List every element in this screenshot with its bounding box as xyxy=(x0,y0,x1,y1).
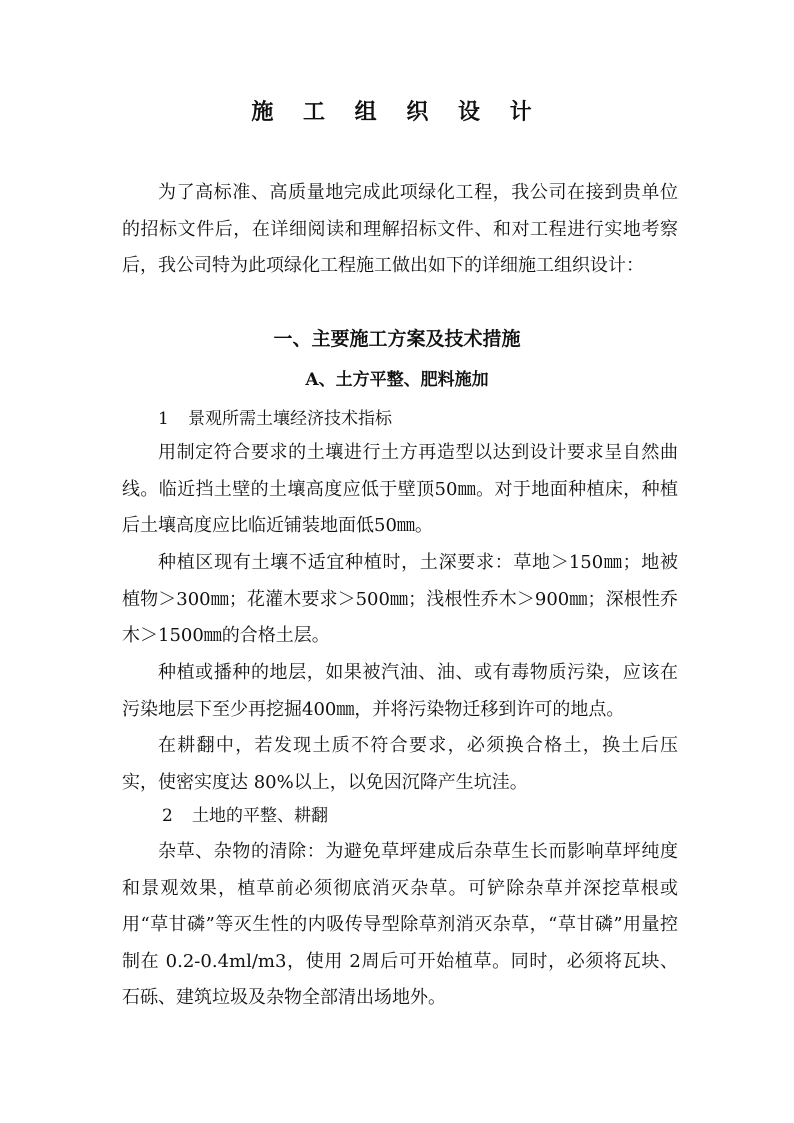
item-1-number: 1 xyxy=(158,409,169,429)
intro-paragraph: 为了高标准、高质量地完成此项绿化工程，我公司在接到贵单位的招标文件后，在详细阅读和理解招标文件、和对工程进行实地考察后，我公司特为此项绿化工程施工做出如下的详细施工组织设计： xyxy=(122,182,678,276)
item-1-paragraph-3: 种植或播种的地层，如果被汽油、油、或有毒物质污染，应该在污染地层下至少再挖掘400㎜，并将污染物迁移到许可的地点。 xyxy=(122,662,678,720)
section-1-heading: 一、主要施工方案及技术措施 xyxy=(273,328,521,350)
item-1-paragraph-4: 在耕翻中，若发现土质不符合要求，必须换合格土，换土后压实，使密实度达 80%以上，以免因沉降产生坑洼。 xyxy=(122,735,678,793)
item-1-heading xyxy=(158,404,392,434)
item-1-paragraph-1: 用制定符合要求的土壤进行土方再造型以达到设计要求呈自然曲线。临近挡土壁的土壤高度应低于壁顶50㎜。对于地面种植床，种植后土壤高度应比临近铺装地面低50㎜。 xyxy=(122,442,678,536)
item-2-paragraph-1: 杂草、杂物的清除：为避免草坪建成后杂草生长而影响草坪纯度和景观效果，植草前必须彻底消灭杂草。可铲除杂草并深挖草根或用“草甘磷”等灭生性的内吸传导型除草剂消灭杂草，“草甘磷”用量控制在 0.2-0.4ml/m3，使用 2周后可开始植草。同时，必须将瓦块、石砾、建筑垃圾及杂物全部清出场地外。 xyxy=(122,841,678,1008)
item-1-title: 景观所需土壤经济技术指标 xyxy=(188,409,392,429)
subsection-a-heading: A、土方平整、肥料施加 xyxy=(305,370,489,390)
document-title: 施 工 组 织 设 计 xyxy=(251,99,543,125)
item-2-number: 2 xyxy=(162,806,173,826)
item-1-paragraph-2: 种植区现有土壤不适宜种植时，土深要求：草地＞150㎜；地被植物＞300㎜；花灌木要求＞500㎜；浅根性乔木＞900㎜；深根性乔木＞1500㎜的合格土层。 xyxy=(122,552,678,646)
item-2-heading xyxy=(162,801,328,831)
item-2-title: 土地的平整、耕翻 xyxy=(192,806,328,826)
